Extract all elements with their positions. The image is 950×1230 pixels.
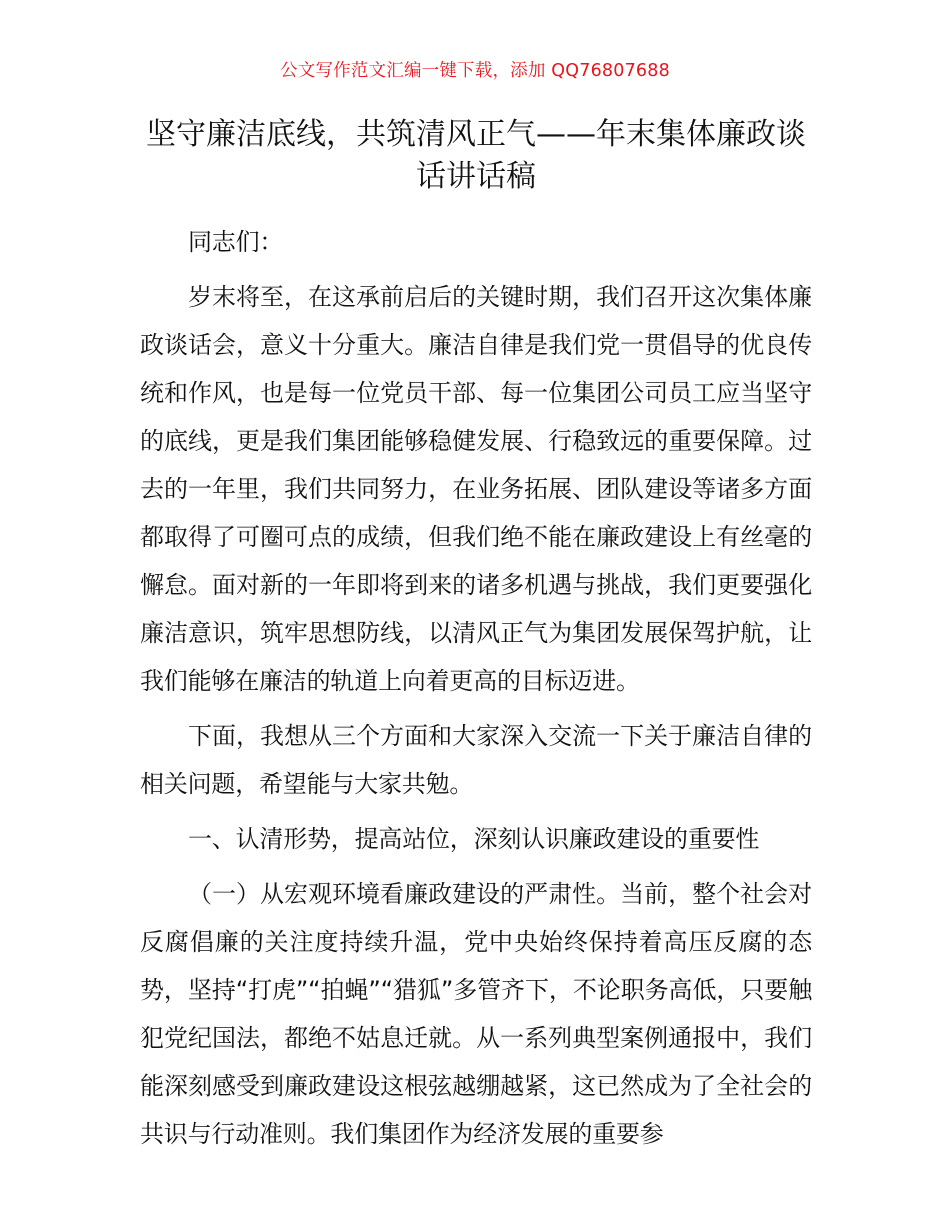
section-heading-1: 一、认清形势，提高站位，深刻认识廉政建设的重要性	[188, 825, 760, 853]
paragraph-outline: 下面，我想从三个方面和大家深入交流一下关于廉洁自律的相关问题，希望能与大家共勉。	[140, 722, 812, 798]
document-title: 坚守廉洁底线，共筑清风正气——年末集体廉政谈话讲话稿	[146, 117, 806, 194]
download-banner: 公文写作范文汇编一键下载，添加 QQ76807688	[280, 61, 670, 81]
subsection-paragraph-1: （一）从宏观环境看廉政建设的严肃性。当前，整个社会对反腐倡廉的关注度持续升温，党中央始终保持着高压反腐的态势，坚持“打虎”“拍蝇”“猎狐”多管齐下，不论职务高低，只要触犯党纪国法，都绝不姑息迁就。从一系列典型案例通报中，我们能深刻感受到廉政建设这根弦越绷越紧，这已然成为了全社会的共识与行动准则。我们集团作为经济发展的重要参	[140, 880, 812, 1148]
salutation: 同志们：	[188, 228, 284, 256]
paragraph-intro: 岁末将至，在这承前启后的关键时期，我们召开这次集体廉政谈话会，意义十分重大。廉洁自律是我们党一贯倡导的优良传统和作风，也是每一位党员干部、每一位集团公司员工应当坚守的底线，更是我们集团能够稳健发展、行稳致远的重要保障。过去的一年里，我们共同努力，在业务拓展、团队建设等诸多方面都取得了可圈可点的成绩，但我们绝不能在廉政建设上有丝毫的懈怠。面对新的一年即将到来的诸多机遇与挑战，我们更要强化廉洁意识，筑牢思想防线，以清风正气为集团发展保驾护航，让我们能够在廉洁的轨道上向着更高的目标迈进。	[140, 283, 812, 695]
document-body	[140, 218, 812, 1165]
